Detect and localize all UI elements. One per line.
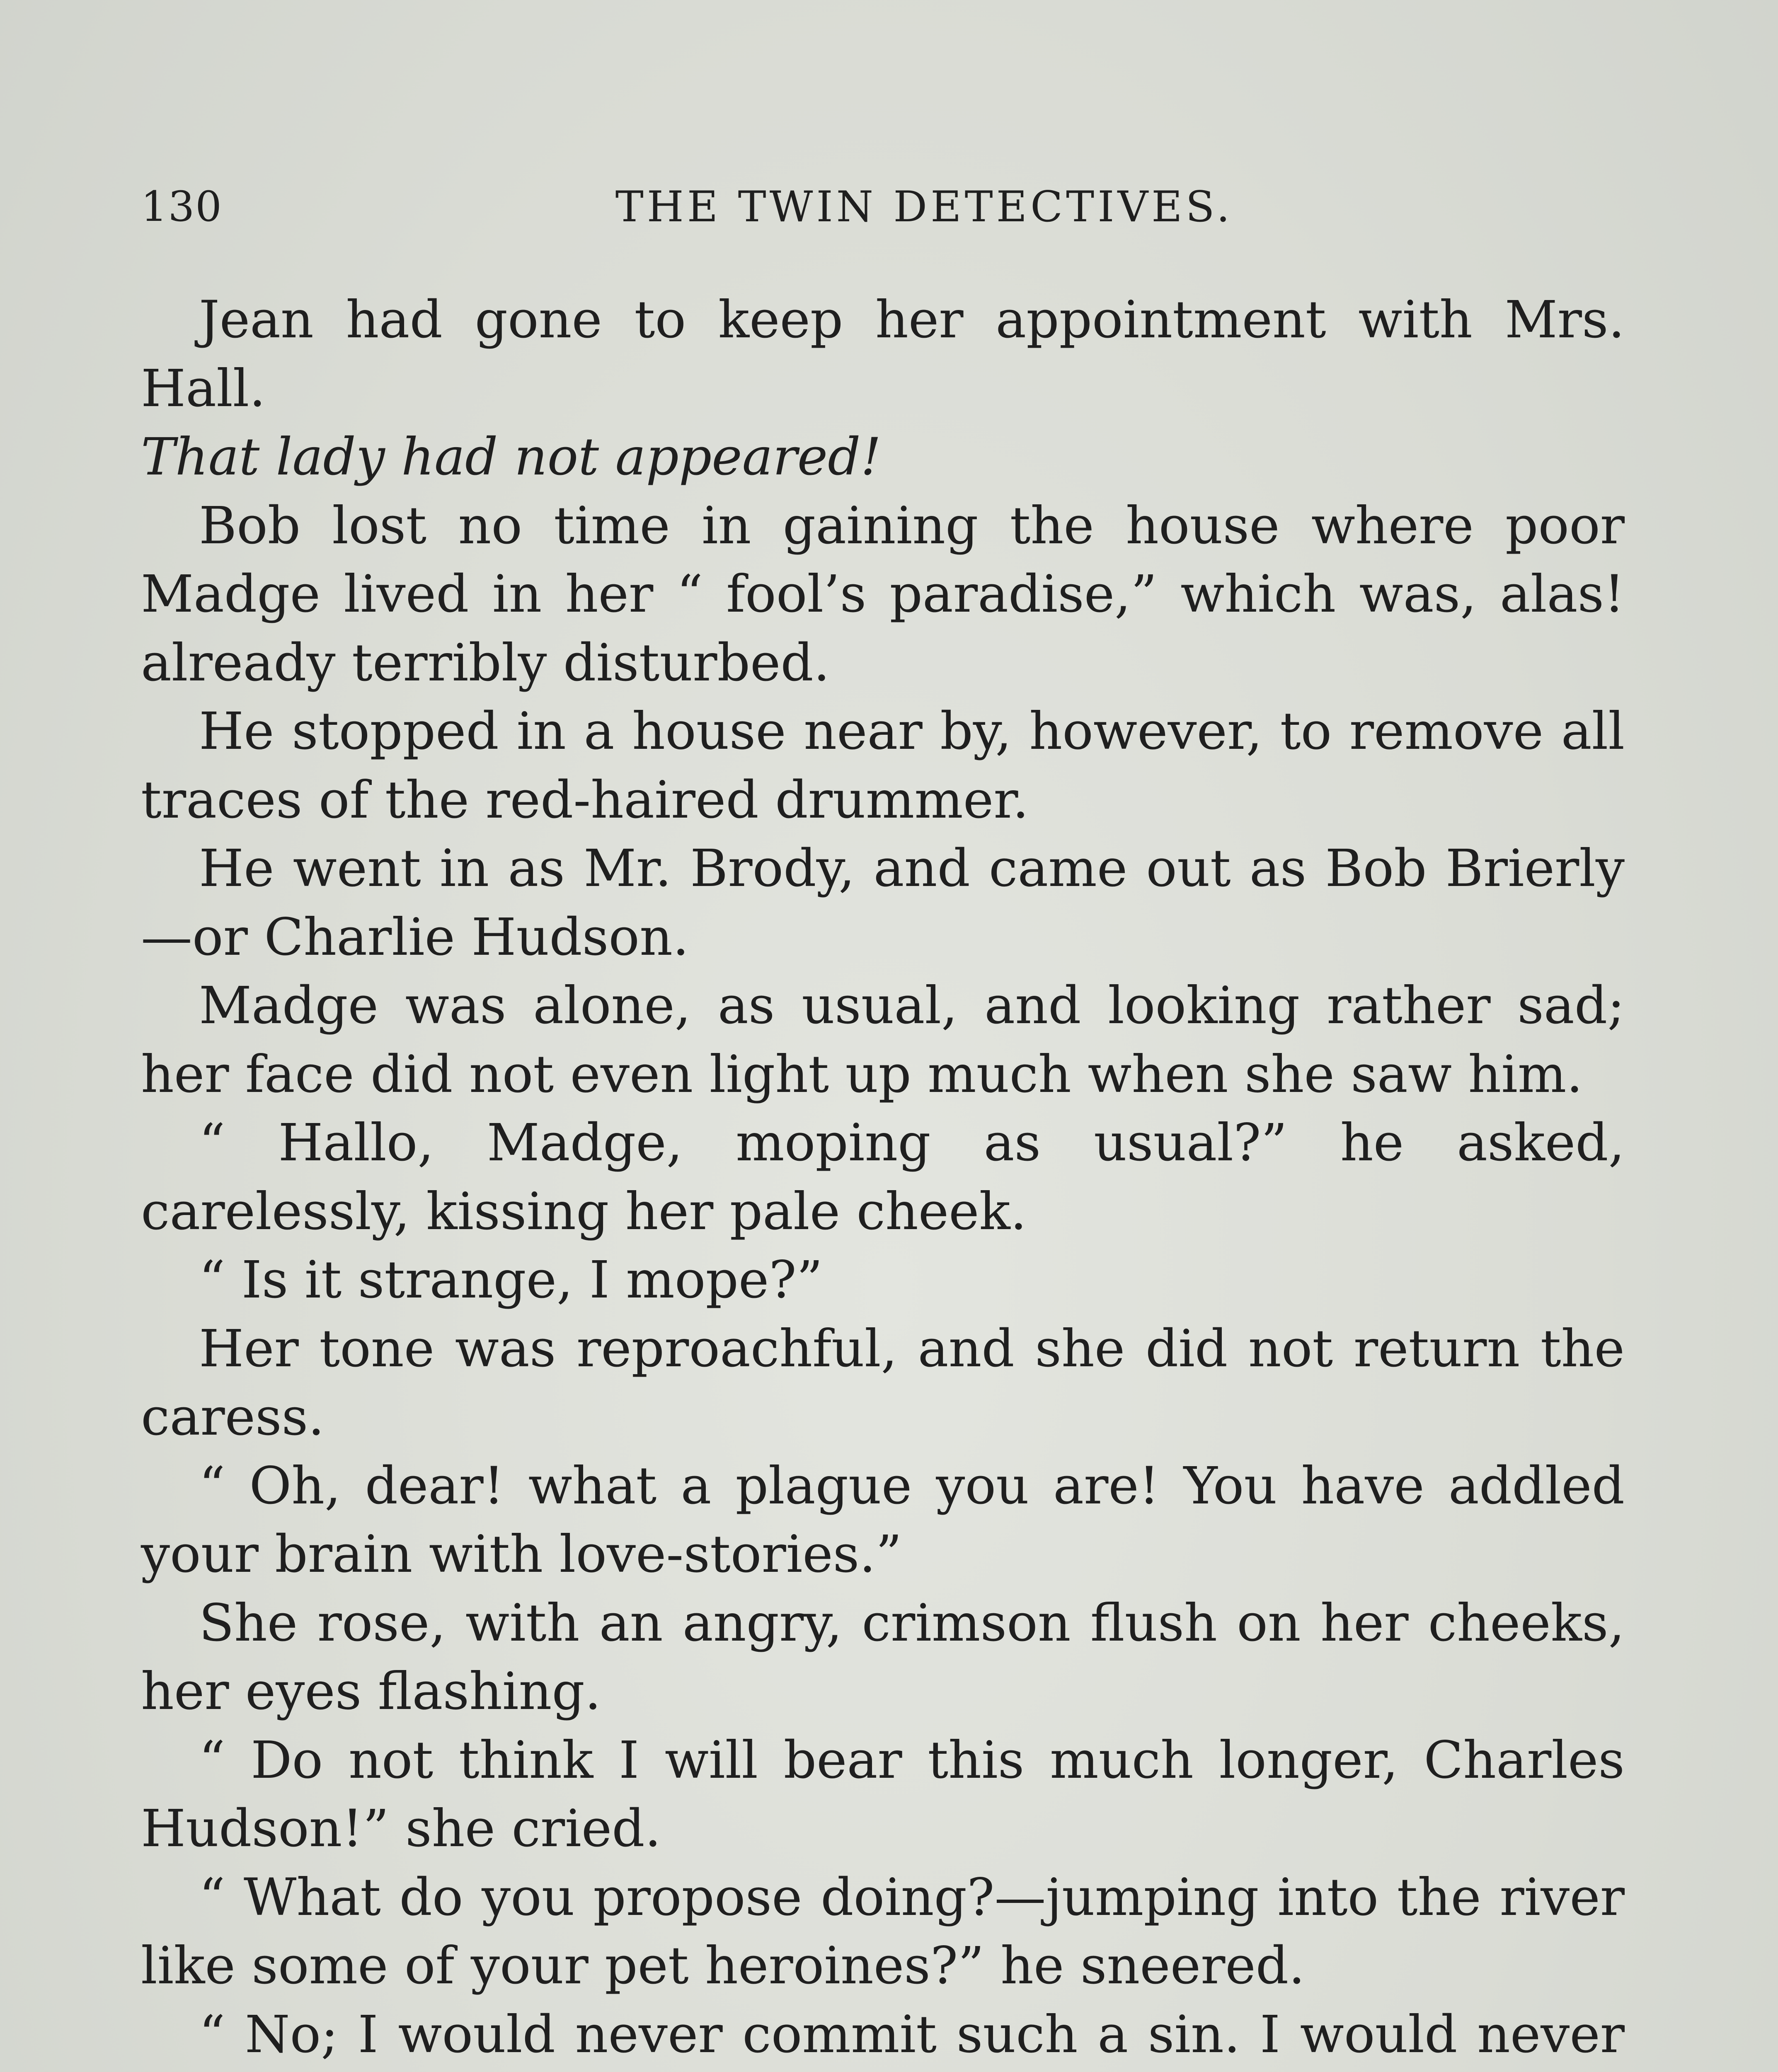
paragraph: “ Hallo, Madge, moping as usual?” he asked, carelessly, kissing her pale cheek. — [141, 1113, 1625, 1242]
paragraph: Her tone was reproachful, and she did not return the caress. — [141, 1319, 1625, 1447]
paragraph: “ Is it strange, I mope?” — [199, 1250, 823, 1310]
paragraph: That lady had not appeared! — [141, 427, 882, 487]
paragraph: “ What do you propose doing?—jumping into the river like some of your pet heroines?” he sneered. — [141, 1867, 1625, 1996]
body-text — [141, 286, 1625, 2072]
paragraph: He went in as Mr. Brody, and came out as Bob Brierly—or Charlie Hudson. — [141, 839, 1625, 967]
paragraph: “ Do not think I will bear this much longer, Charles Hudson!” she cried. — [141, 1730, 1625, 1859]
paragraph-text: “ No; I would never commit such a sin. I would never — [199, 2004, 1625, 2065]
paragraph: Madge was alone, as usual, and looking rather sad; her face did not even light up much when she saw him. — [141, 976, 1625, 1104]
running-head — [141, 174, 1608, 232]
running-title: THE TWIN DETECTIVES. — [615, 182, 1233, 232]
paragraph: He stopped in a house near by, however, to remove all traces of the red-haired drummer. — [141, 702, 1625, 830]
paragraph: Bob lost no time in gaining the house where poor Madge lived in her “ fool’s paradise,” which was, alas! already terribly disturbed. — [141, 496, 1625, 693]
page-number: 130 — [141, 182, 223, 231]
paragraph — [141, 2001, 1625, 2072]
paragraph: Jean had gone to keep her appointment with Mrs. Hall. — [141, 290, 1625, 419]
paragraph: She rose, with an angry, crimson flush on her cheeks, her eyes flashing. — [141, 1593, 1625, 1721]
paragraph: “ Oh, dear! what a plague you are! You have addled your brain with love-stories.” — [141, 1456, 1625, 1584]
